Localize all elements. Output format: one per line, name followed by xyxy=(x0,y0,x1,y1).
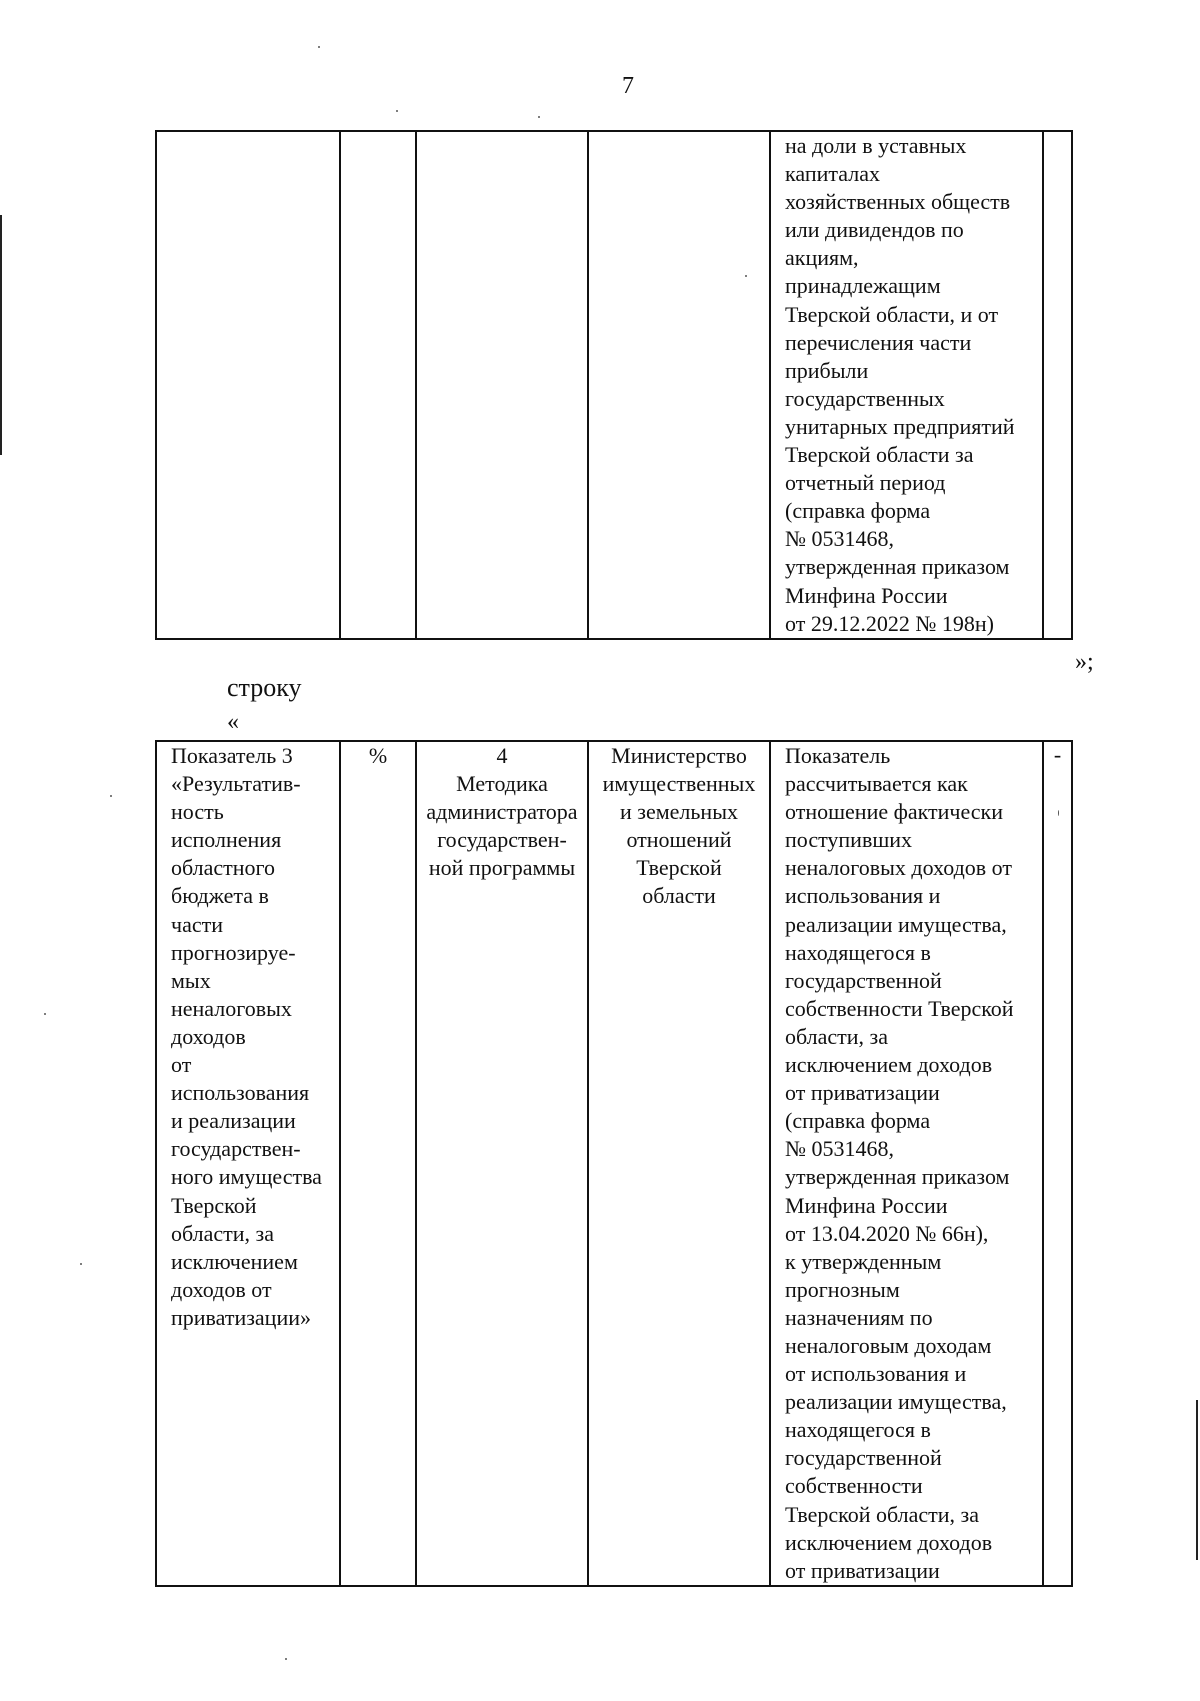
scan-speck xyxy=(80,1263,82,1265)
text-line: отношение фактически xyxy=(785,799,1004,825)
unit-text: % xyxy=(368,743,388,768)
text-line: от приватизации xyxy=(785,1557,940,1583)
source-text xyxy=(589,742,769,911)
text-line: унитарных предприятий xyxy=(785,413,1015,439)
cell-calculation xyxy=(770,741,1043,1586)
text-line: № 0531468, xyxy=(785,1136,894,1162)
text-line: принадлежащим xyxy=(785,273,941,299)
text-line: государственной xyxy=(785,967,942,993)
cell-unit xyxy=(340,131,416,639)
text-line: части xyxy=(171,911,223,937)
cell-source xyxy=(588,131,770,639)
cell-unit xyxy=(340,741,416,1586)
cell-calculation xyxy=(770,131,1043,639)
calculation-text xyxy=(785,742,1042,1585)
scan-edge-mark xyxy=(1196,1400,1198,1560)
text-line: Тверской области за xyxy=(785,442,974,468)
text-line: использования xyxy=(171,1080,310,1106)
text-line: от 29.12.2022 № 198н) xyxy=(785,610,994,636)
text-line: Минфина России xyxy=(785,1192,948,1218)
page-number: 7 xyxy=(622,73,634,99)
text-line: или дивидендов по xyxy=(785,217,964,243)
text-line: администратора xyxy=(426,799,578,825)
text-line: реализации имущества, xyxy=(785,911,1007,937)
cell-method xyxy=(416,131,588,639)
text-line: Методика xyxy=(456,771,548,797)
text-line: капиталах xyxy=(785,161,880,187)
text-line: прогнозным xyxy=(785,1276,900,1302)
text-line: государственных xyxy=(785,385,945,411)
text-line: от 13.04.2020 № 66н), xyxy=(785,1220,989,1246)
text-line: рассчитывается как xyxy=(785,771,968,797)
text-line: области, за xyxy=(171,1220,274,1246)
scan-speck xyxy=(396,110,398,112)
text-line: собственности Тверской xyxy=(785,995,1014,1021)
text-line: ной программы xyxy=(428,855,576,881)
text-line: Тверской xyxy=(171,1192,257,1218)
text-line: утвержденная приказом xyxy=(785,1164,1010,1190)
text-line: Министерство xyxy=(611,743,747,768)
cell-method xyxy=(416,741,588,1586)
text-line: прибыли xyxy=(785,357,869,383)
text-line: Тверской области, за xyxy=(785,1501,979,1527)
text-line: и земельных xyxy=(620,799,738,825)
text-line: области xyxy=(642,883,716,909)
scan-speck xyxy=(318,46,320,48)
text-line: «Результатив- xyxy=(171,771,301,797)
text-line: ность xyxy=(171,799,224,825)
text-line: доходов xyxy=(171,1023,246,1049)
cell-last xyxy=(1043,131,1072,639)
text-line: Показатель xyxy=(785,743,891,768)
text-line: области, за xyxy=(785,1023,888,1049)
text-line: бюджета в xyxy=(171,883,269,909)
text-line: исключением xyxy=(171,1248,298,1274)
text-line: от приватизации xyxy=(785,1080,940,1106)
scan-edge-mark xyxy=(0,215,2,455)
closing-quote: »; xyxy=(1075,649,1094,675)
scan-speck xyxy=(110,795,112,797)
text-line: находящегося в xyxy=(785,939,931,965)
row-label: строку xyxy=(227,673,302,702)
text-line: перечисления части xyxy=(785,329,972,355)
text-line: приватизации» xyxy=(171,1304,312,1330)
table-row xyxy=(156,741,1072,1586)
text-line: неналоговым доходам xyxy=(785,1332,992,1358)
text-line: хозяйственных обществ xyxy=(785,189,1011,215)
cell-source xyxy=(588,741,770,1586)
table-indicator-3 xyxy=(155,740,1073,1587)
indicator-name-text xyxy=(171,742,339,1332)
text-line: 4 xyxy=(496,743,508,768)
scan-speck xyxy=(44,1013,46,1015)
text-line: неналоговых xyxy=(171,995,292,1021)
opening-quote: « xyxy=(227,709,239,735)
text-line: Минфина России xyxy=(785,582,948,608)
table-row xyxy=(156,131,1072,639)
text-line: № 0531468, xyxy=(785,526,894,552)
text-line: государствен- xyxy=(437,827,567,853)
calculation-text xyxy=(785,132,1042,638)
scan-speck xyxy=(745,275,747,277)
text-line: исполнения xyxy=(171,827,282,853)
text-line: реализации имущества, xyxy=(785,1389,1007,1415)
text-line: Тверской xyxy=(636,855,722,881)
text-line: от xyxy=(171,1052,192,1078)
cell-last xyxy=(1043,741,1072,1586)
text-line: поступивших xyxy=(785,827,913,853)
text-line: утвержденная приказом xyxy=(785,554,1010,580)
text-line: отношений xyxy=(626,827,732,853)
text-line: прогнозируе- xyxy=(171,939,296,965)
text-line: к утвержденным xyxy=(785,1248,942,1274)
text-line: государственной xyxy=(785,1445,942,1471)
text-line: доходов от xyxy=(171,1276,272,1302)
text-line: (справка форма xyxy=(785,498,931,524)
text-line: использования и xyxy=(785,883,941,909)
text-line: имущественных xyxy=(602,771,756,797)
dash-mark: - xyxy=(1053,742,1062,767)
text-line: мых xyxy=(171,967,211,993)
table-continuation xyxy=(155,130,1073,640)
scan-speck xyxy=(538,116,540,118)
text-line: находящегося в xyxy=(785,1417,931,1443)
text-line: неналоговых доходов от xyxy=(785,855,1012,881)
scan-speck xyxy=(1058,810,1059,816)
text-line: Показатель 3 xyxy=(171,743,293,768)
text-line: (справка форма xyxy=(785,1108,931,1134)
text-line: ного имущества xyxy=(171,1164,322,1190)
text-line: назначениям по xyxy=(785,1304,933,1330)
text-line: государствен- xyxy=(171,1136,301,1162)
text-line: Тверской области, и от xyxy=(785,301,999,327)
cell-indicator-name xyxy=(156,741,340,1586)
scan-speck xyxy=(285,1658,287,1660)
text-line: акциям, xyxy=(785,245,859,271)
text-line: от использования и xyxy=(785,1361,967,1387)
text-line: исключением доходов xyxy=(785,1052,993,1078)
method-text xyxy=(417,742,587,882)
text-line: и реализации xyxy=(171,1108,296,1134)
text-line: областного xyxy=(171,855,276,881)
text-line: отчетный период xyxy=(785,470,946,496)
text-line: на доли в уставных xyxy=(785,133,967,158)
cell-indicator-name xyxy=(156,131,340,639)
text-line: собственности xyxy=(785,1473,923,1499)
text-line: исключением доходов xyxy=(785,1529,993,1555)
